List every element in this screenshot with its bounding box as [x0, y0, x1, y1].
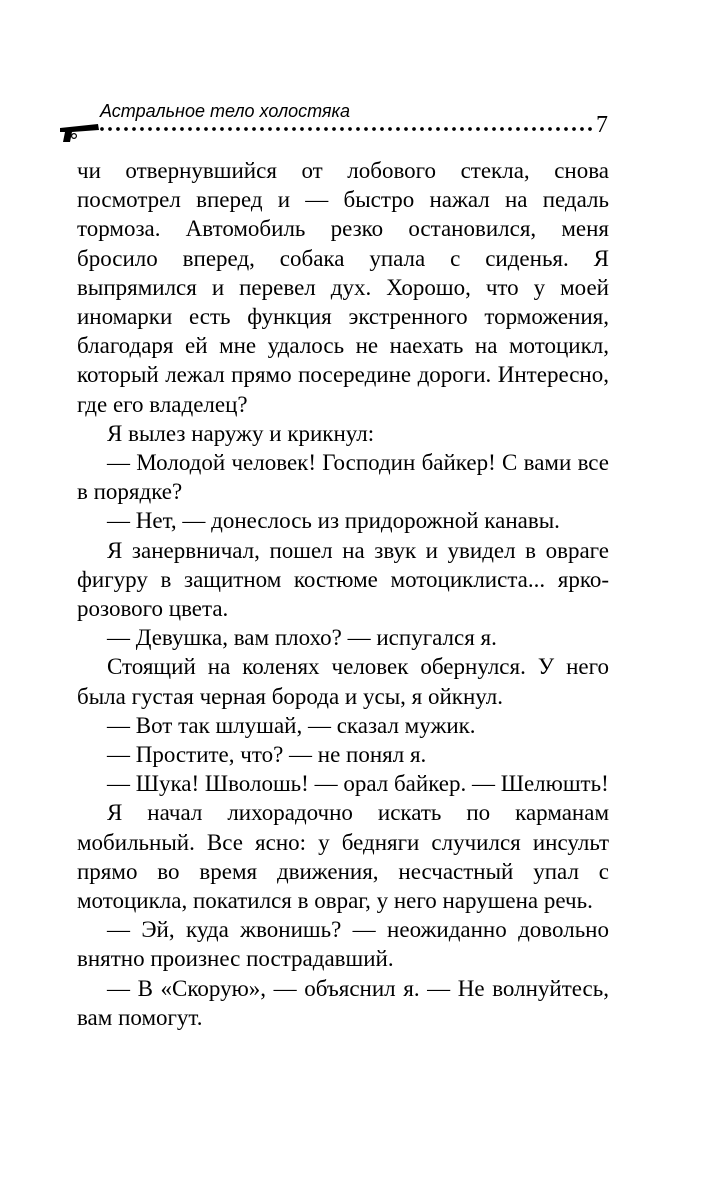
paragraph: — Шука! Шволошь! — орал байкер. — Шелюшть!: [107, 771, 609, 797]
paragraph: Я вылез наружу и крикнул:: [107, 420, 375, 446]
paragraph: — В «Скорую», — объяснил я. — Не волнуйтесь, вам помогут.: [77, 975, 609, 1030]
running-title: Астральное тело холостяка: [100, 101, 351, 121]
paragraph: Я занервничал, пошел на звук и увидел в овраге фигуру в защитном костюме мотоциклиста... ярко-розового цвета.: [77, 537, 609, 622]
paragraph: Стоящий на коленях человек обернулся. У него была густая черная борода и усы, я ойкнул.: [77, 654, 609, 709]
paragraph: — Девушка, вам плохо? — испугался я.: [107, 625, 497, 651]
paragraph: — Вот так шлушай, — сказал мужик.: [107, 712, 476, 738]
paragraph: — Эй, куда жвонишь? — неожиданно довольно внятно произнес пострадавший.: [77, 917, 609, 972]
page-number: 7: [596, 112, 608, 138]
dotted-rule: [98, 124, 594, 134]
paragraph: Я начал лихорадочно искать по карманам мобильный. Все ясно: у бедняги случился инсульт прямо во время движения, несчастный упал с мотоцикла, покатился в овраг, у него нарушена речь.: [77, 800, 609, 914]
revolver-icon: [58, 119, 100, 145]
paragraph: чи отвернувшийся от лобового стекла, снова посмотрел вперед и — быстро нажал на педаль тормоза. Автомобиль резко остановился, меня бросило вперед, собака упала с сиденья. Я выпрямился и перевел дух. Хорошо, что у моей иномарки есть функция экстренного торможения, благодаря ей мне удалось не наехать на мотоцикл, который лежал прямо посередине дороги. Интересно, где его владелец?: [77, 158, 609, 417]
paragraph: — Простите, что? — не понял я.: [107, 742, 427, 768]
paragraph: — Молодой человек! Господин байкер! С вами все в порядке?: [77, 450, 609, 505]
body-text: [77, 156, 609, 1032]
paragraph: — Нет, — донеслось из придорожной канавы.: [107, 508, 560, 534]
